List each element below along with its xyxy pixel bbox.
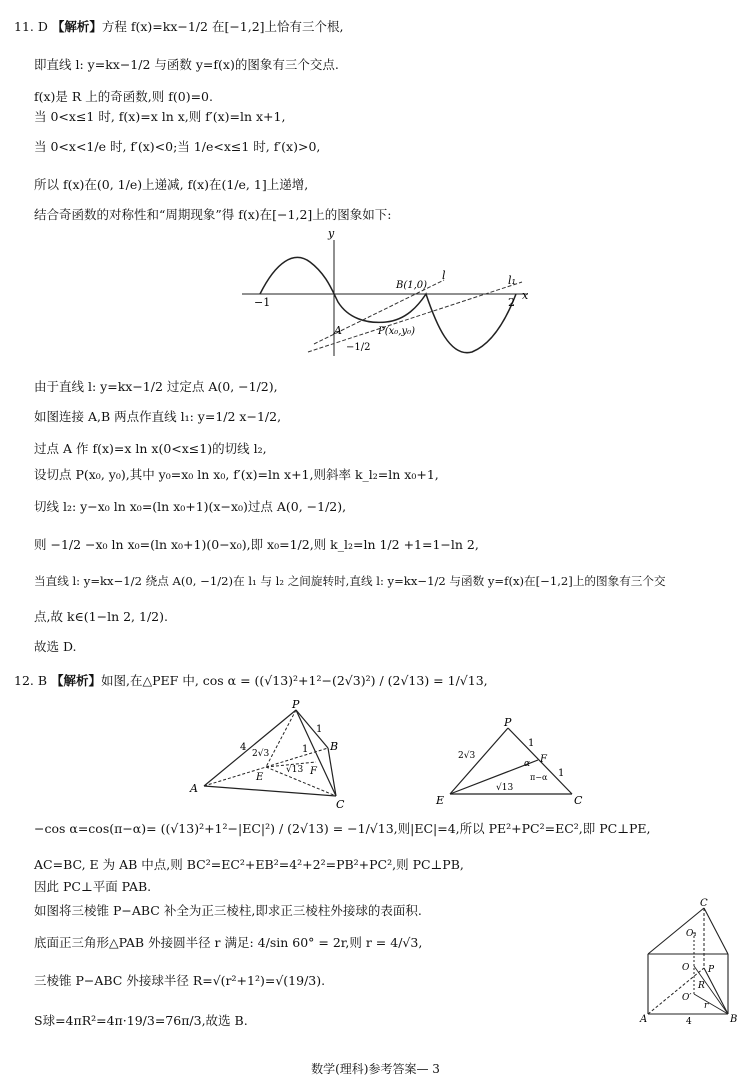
q12-line-4: 如图将三棱锥 P−ABC 补全为正三棱柱,即求正三棱柱外接球的表面积.: [34, 903, 422, 918]
q11-line-13: 当直线 l: y=kx−1/2 绕点 A(0, −1/2)在 l₁ 与 l₂ 之间旋转时,直线 l: y=kx−1/2 与函数 y=f(x)在[−1,2]上的图象有三个交: [34, 574, 666, 588]
label-minus-one: −1: [254, 296, 271, 309]
x-axis-label: x: [522, 289, 529, 302]
fig2-label-two-root3: 2√3: [458, 751, 476, 761]
function-curve: [260, 257, 516, 352]
fig3-label-p: P: [708, 965, 715, 975]
segment-pe: [266, 710, 296, 767]
q12-analysis-tag: 【解析】: [51, 673, 102, 688]
q12-line-1: −cos α=cos(π−α)= ((√13)²+1²−|EC|²) / (2√13) = −1/√13,则|EC|=4,所以 PE²+PC²=EC²,即 PC⊥PE,: [34, 821, 651, 836]
q11-header: [14, 18, 344, 36]
q11-line-11: 切线 l₂: y−x₀ ln x₀=(ln x₀+1)(x−x₀)过点 A(0, −1/2),: [34, 499, 347, 514]
q11-line-10: 设切点 P(x₀, y₀),其中 y₀=x₀ ln x₀, f′(x)=ln x+1,则斜率 k_l₂=ln x₀+1,: [34, 467, 439, 482]
q11-line-3: 当 0<x≤1 时, f(x)=x ln x,则 f′(x)=ln x+1,: [34, 109, 286, 124]
q11-line-0: 方程 f(x)=kx−1/2 在[−1,2]上恰有三个根,: [101, 19, 344, 34]
fig2-label-one2: 1: [558, 768, 565, 779]
edge-ac: [204, 786, 336, 796]
q11-analysis-tag: 【解析】: [51, 19, 102, 34]
q12-header: [14, 672, 488, 690]
edge-pa: [204, 710, 296, 786]
fig3-label-o1: O₁: [686, 929, 697, 939]
fig1-label-c: C: [336, 798, 345, 811]
q11-number: 11. D: [14, 19, 48, 34]
label-point-b: B(1,0): [396, 280, 428, 291]
q12-line-0: 如图,在△PEF 中, cos α = ((√13)²+1²−(2√3)²) / (2√13) = 1/√13,: [101, 673, 488, 688]
fig3-label-c: C: [700, 898, 708, 909]
y-axis-label: y: [328, 227, 335, 240]
q11-line-6: 结合奇函数的对称性和“周期现象”得 f(x)在[−1,2]上的图象如下:: [34, 207, 392, 222]
fig1-label-a: A: [190, 782, 198, 795]
label-line-l: l: [442, 269, 446, 282]
fig1-label-root13: √13: [286, 765, 304, 775]
bottom-edge-ap: [648, 968, 704, 1014]
q12-prism-figure: [638, 896, 744, 1026]
q12-tetrahedron-figure: [186, 700, 356, 812]
fig3-label-four: 4: [686, 1017, 692, 1026]
fig2-label-pi-minus-alpha: π−α: [530, 773, 548, 782]
label-neg-half: −1/2: [346, 342, 371, 353]
fig1-label-f: F: [310, 766, 317, 777]
fig1-label-two-root3: 2√3: [252, 749, 270, 759]
q12-triangle-figure: [432, 718, 592, 808]
fig2-label-root13: √13: [496, 783, 514, 793]
fig3-label-o2: O′: [682, 993, 692, 1003]
q12-line-6: 三棱锥 P−ABC 外接球半径 R=√(r²+1²)=√(19/3).: [34, 973, 326, 988]
fig3-label-o: O: [682, 963, 690, 973]
q11-line-15: 故选 D.: [34, 639, 77, 654]
q12-line-5: 底面正三角形△PAB 外接圆半径 r 满足: 4/sin 60° = 2r,则 r = 4/√3,: [34, 935, 423, 950]
q11-line-4: 当 0<x<1/e 时, f′(x)<0;当 1/e<x≤1 时, f′(x)>0,: [34, 139, 321, 154]
page-footer: 数学(理科)参考答案— 3: [311, 1062, 440, 1076]
q12-line-2: AC=BC, E 为 AB 中点,则 BC²=EC²+EB²=4²+2²=PB²+PC²,则 PC⊥PB,: [34, 857, 464, 872]
q12-number: 12. B: [14, 673, 48, 688]
label-line-l1: l₁: [508, 274, 516, 287]
fig2-label-f: F: [540, 754, 547, 765]
q11-line-1: 即直线 l: y=kx−1/2 与函数 y=f(x)的图象有三个交点.: [34, 57, 339, 72]
q11-line-8: 如图连接 A,B 两点作直线 l₁: y=1/2 x−1/2,: [34, 409, 282, 424]
label-point-p: P(x₀,y₀): [378, 326, 416, 337]
fig3-label-a: A: [640, 1014, 648, 1025]
edge-pb: [296, 710, 328, 748]
fig1-label-one2: 1: [302, 744, 309, 755]
fig3-label-b: B: [730, 1014, 738, 1025]
q12-line-3: 因此 PC⊥平面 PAB.: [34, 879, 152, 894]
fig2-label-one: 1: [528, 738, 535, 749]
label-point-a: A: [334, 324, 342, 337]
fig1-label-b: B: [330, 740, 339, 753]
top-edge-right: [704, 908, 728, 954]
q11-line-12: 则 −1/2 −x₀ ln x₀=(ln x₀+1)(0−x₀),即 x₀=1/2,则 k_l₂=ln 1/2 +1=1−ln 2,: [34, 537, 479, 552]
fig2-label-e: E: [436, 794, 445, 807]
label-two: 2: [508, 296, 515, 309]
fig2-label-p: P: [504, 718, 512, 729]
q11-function-graph: [236, 224, 536, 364]
q11-line-14: 点,故 k∈(1−ln 2, 1/2).: [34, 609, 168, 624]
q11-line-7: 由于直线 l: y=kx−1/2 过定点 A(0, −1/2),: [34, 379, 278, 394]
fig1-label-four: 4: [240, 742, 247, 753]
fig1-label-one: 1: [316, 724, 323, 735]
q11-line-2: f(x)是 R 上的奇函数,则 f(0)=0.: [34, 89, 213, 104]
fig2-label-alpha: α: [524, 759, 531, 769]
q11-line-5: 所以 f(x)在(0, 1/e)上递减, f(x)在(1/e, 1]上递增,: [34, 177, 309, 192]
fig2-label-c: C: [574, 794, 583, 807]
q12-line-7: S球=4πR²=4π·19/3=76π/3,故选 B.: [34, 1013, 248, 1028]
q11-line-9: 过点 A 作 f(x)=x ln x(0<x≤1)的切线 l₂,: [34, 441, 267, 456]
fig1-label-p: P: [292, 700, 300, 711]
line-l1: [308, 282, 522, 352]
fig3-label-r-small: r: [704, 1001, 709, 1011]
fig1-label-e: E: [256, 772, 264, 783]
fig3-label-r-big: R: [698, 981, 705, 991]
